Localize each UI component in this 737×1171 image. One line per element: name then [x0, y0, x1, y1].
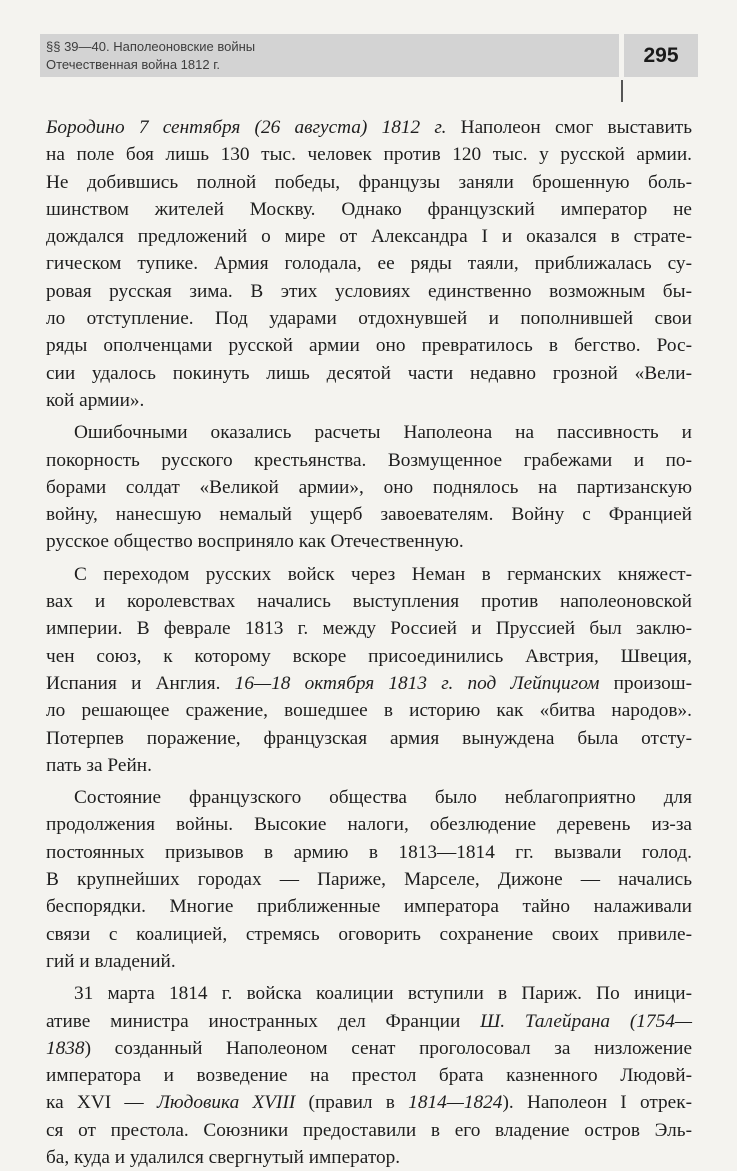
body-text	[46, 114, 692, 1171]
text-line	[46, 474, 692, 501]
text-run: шинством жителей Москву. Однако французский император не	[46, 198, 692, 220]
text-line	[46, 811, 692, 838]
text-run: Наполеон смог выставить	[446, 117, 692, 138]
text-run: ряды ополченцами русской армии оно превратилось в бегство. Рос-	[46, 335, 692, 357]
text-run: ативе министра иностранных дел Франции	[46, 1010, 481, 1032]
text-run: на поле боя лишь 130 тыс. человек против 120 тыс. у русской армии.	[46, 144, 692, 166]
text-run: борами солдат «Великой армии», оно поднялось на партизанскую	[46, 476, 692, 498]
text-run: постоянных призывов в армию в 1813—1814 гг. вызвали голод.	[46, 841, 692, 863]
text-run: ба, куда и удалился свергнутый император.	[46, 1146, 401, 1168]
text-line	[46, 501, 692, 528]
text-run: русское общество восприняло как Отечественную.	[46, 531, 464, 553]
text-run: В крупнейших городах — Париже, Марселе, Дижоне — начались	[46, 869, 692, 891]
text-run: продолжения войны. Высокие налоги, обезлюдение деревень из-за	[46, 814, 692, 836]
text-line	[46, 1089, 692, 1116]
header-section-title: §§ 39—40. Наполеоновские войны	[46, 39, 256, 54]
text-line	[46, 561, 692, 588]
text-run: 31 марта 1814 г. войска коалиции вступили в Париж. По иници-	[74, 983, 692, 1005]
text-run: беспорядки. Многие приближенные императора тайно налаживали	[46, 896, 692, 918]
header-subsection-title: Отечественная война 1812 г.	[46, 57, 220, 72]
text-line	[46, 387, 692, 414]
text-run: Состояние французского общества было неблагоприятно для	[74, 787, 692, 809]
text-line	[46, 419, 692, 446]
text-run: С переходом русских войск через Неман в германских княжест-	[74, 563, 692, 585]
text-line	[46, 305, 692, 332]
italic-text: 1814—1824	[408, 1092, 503, 1114]
text-line	[46, 196, 692, 223]
text-line	[46, 643, 692, 670]
text-run: вах и королевствах начались выступления против наполеоновской	[46, 591, 692, 613]
text-line	[46, 670, 692, 697]
text-run: Ошибочными оказались расчеты Наполеона на пассивность и	[74, 422, 692, 444]
running-header	[40, 34, 619, 77]
text-run: ся от престола. Союзники предоставили в его владение остров Эль-	[46, 1119, 692, 1141]
page-number-box	[624, 34, 698, 77]
text-run: кой армии».	[46, 389, 145, 411]
paragraph	[46, 419, 692, 555]
italic-text: Бородино 7 сентября (26 августа) 1812 г.	[46, 117, 447, 138]
text-run: войну, нанесшую немалый ущерб завоевателям. Войну с Францией	[46, 504, 692, 526]
text-run: покорность русского крестьянства. Возмущенное грабежами и по-	[46, 449, 692, 471]
text-run: ло отступление. Под ударами отдохнувшей и пополнившей свои	[46, 308, 692, 330]
text-run: ка XVI —	[46, 1092, 157, 1114]
text-line	[46, 784, 692, 811]
text-line	[46, 752, 692, 779]
text-line	[46, 1117, 692, 1144]
text-line	[46, 169, 692, 196]
text-line	[46, 697, 692, 724]
paragraph	[46, 114, 692, 414]
text-run: дождался предложений о мире от Александра I и оказался в страте-	[46, 226, 692, 248]
text-run: Потерпев поражение, французская армия вынуждена была отсту-	[46, 727, 692, 749]
text-run: пать за Рейн.	[46, 754, 152, 776]
text-line	[46, 360, 692, 387]
text-line	[46, 1062, 692, 1089]
header-divider-tick	[621, 80, 623, 102]
text-run: произош-	[599, 672, 692, 694]
italic-text: Ш. Талейрана (1754—	[480, 1010, 692, 1032]
text-line	[46, 615, 692, 642]
text-line	[46, 332, 692, 359]
text-line	[46, 893, 692, 920]
text-line	[46, 278, 692, 305]
text-run: связи с коалицией, стремясь оговорить сохранение своих привиле-	[46, 923, 692, 945]
page-number: 295	[643, 44, 679, 67]
text-line	[46, 223, 692, 250]
text-run: сии удалось покинуть лишь десятой части недавно грозной «Вели-	[46, 362, 692, 384]
text-run: Испания и Англия.	[46, 672, 235, 694]
text-line	[46, 250, 692, 277]
paragraph	[46, 784, 692, 975]
text-line	[46, 528, 692, 555]
text-run: ло решающее сражение, вошедшее в историю как «битва народов».	[46, 700, 692, 722]
text-line	[46, 980, 692, 1007]
paragraph	[46, 561, 692, 779]
text-run: гий и владений.	[46, 950, 176, 972]
text-line	[46, 1008, 692, 1035]
text-line	[46, 948, 692, 975]
italic-text: 1838	[46, 1037, 85, 1059]
text-run: ). Наполеон I отрек-	[502, 1092, 692, 1114]
italic-text: 16—18 октября 1813 г. под Лейпцигом	[234, 672, 600, 694]
italic-text: Людовика XVIII	[156, 1092, 296, 1114]
text-run: Не добившись полной победы, французы заняли брошенную боль-	[46, 171, 692, 193]
text-run: ) созданный Наполеоном сенат проголосовал за низложение	[84, 1037, 692, 1059]
text-line	[46, 1144, 692, 1171]
text-run: чен союз, к которому вскоре присоединились Австрия, Швеция,	[46, 645, 692, 667]
text-run: ровая русская зима. В этих условиях единственно возможным бы-	[46, 280, 692, 302]
text-line	[46, 725, 692, 752]
text-run: империи. В феврале 1813 г. между Россией и Пруссией был заклю-	[46, 618, 692, 640]
text-line	[46, 447, 692, 474]
text-line	[46, 921, 692, 948]
text-line	[46, 1035, 692, 1062]
paragraph	[46, 980, 692, 1171]
text-run: (правил в	[295, 1092, 409, 1114]
text-run: императора и возведение на престол брата казненного Людовй-	[46, 1065, 692, 1087]
text-line	[46, 866, 692, 893]
text-line	[46, 141, 692, 168]
text-run: гическом тупике. Армия голодала, ее ряды таяли, приближалась су-	[46, 253, 692, 275]
text-line	[46, 114, 692, 141]
text-line	[46, 588, 692, 615]
text-line	[46, 839, 692, 866]
